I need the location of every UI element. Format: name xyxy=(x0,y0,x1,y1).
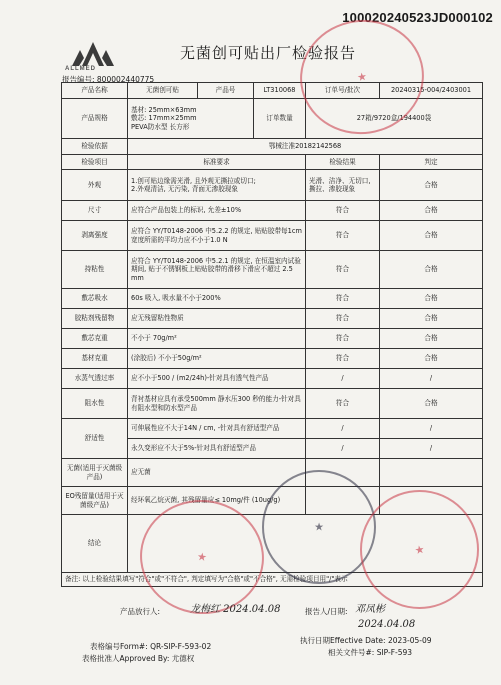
spec-line: 基材: 25mm×63mm xyxy=(131,106,197,115)
row-item: 持粘性 xyxy=(62,251,128,289)
order-value: 20240315-004/2403001 xyxy=(380,83,483,99)
spec-line: PEVA防水型 长方形 xyxy=(131,122,190,131)
row-standard: 1.创可贴边缘需光滑, 且外观无撕拉或切口; 2.外观清洁, 无污染, 背面无渗胶现象 xyxy=(128,170,306,201)
row-result: 符合 xyxy=(306,309,380,329)
row-item: 无菌(适用于灭菌级产品) xyxy=(62,459,128,487)
seal-text: ★ xyxy=(196,550,208,564)
row-standard: 60s 吸入, 吸水量不小于200% xyxy=(128,289,306,309)
reporter-date: 2024.04.08 xyxy=(358,619,416,630)
row-judgment: 合格 xyxy=(380,289,483,309)
form-approver: 表格批准人Approved By: 尤德权 xyxy=(82,654,195,663)
effective-date: 执行日期Effective Date: 2023-05-09 xyxy=(300,636,432,645)
col-item: 检验项目 xyxy=(62,155,128,170)
conclusion-value xyxy=(128,515,483,573)
row-item: 舒适性 xyxy=(62,419,128,459)
row-judgment: / xyxy=(380,419,483,439)
product-name: 无菌创可贴 xyxy=(128,83,198,99)
row-item: 剥离强度 xyxy=(62,221,128,251)
seal-text: ★ xyxy=(356,69,368,85)
row-item: 胶粘剂残留物 xyxy=(62,309,128,329)
report-number: 报告编号: 800002440775 xyxy=(62,75,155,84)
row-judgment: 合格 xyxy=(380,349,483,369)
reporter-label: 报告人/日期: xyxy=(305,607,348,616)
row-item: 水蒸气透过率 xyxy=(62,369,128,389)
row-standard: 应无菌 xyxy=(128,459,306,487)
seal-text: ★ xyxy=(314,520,324,534)
row-item: 阻水性 xyxy=(62,389,128,419)
row-judgment: 合格 xyxy=(380,389,483,419)
row-item: 基材克重 xyxy=(62,349,128,369)
row-result xyxy=(306,487,380,515)
row-item: EO残留量(适用于灭菌级产品) xyxy=(62,487,128,515)
basis-value: 鄂械注准20182142568 xyxy=(128,139,483,155)
row-standard: 应符合产品包装上的标识, 允差±10% xyxy=(128,201,306,221)
row-judgment: 合格 xyxy=(380,329,483,349)
row-judgment xyxy=(380,487,483,515)
row-judgment: / xyxy=(380,369,483,389)
note: 备注: 以上检验结果填写"符合"或"不符合", 判定填写为"合格"或"不合格", 无需检验项目用"/"表示 xyxy=(62,573,483,587)
col-result: 检验结果 xyxy=(306,155,380,170)
row-judgment: 合格 xyxy=(380,309,483,329)
row-standard: 应符合 YY/T0148-2006 中5.2.1 的规定, 在恒温室内试验期间, 贴于不锈钢板上贴贴胶带的滑移下滑应不超过 2.5 mm xyxy=(128,251,306,289)
inspection-table xyxy=(61,82,483,587)
seal-text: ★ xyxy=(413,542,426,557)
product-name-label: 产品名称 xyxy=(62,83,128,99)
row-result: 符合 xyxy=(306,389,380,419)
col-judgment: 判定 xyxy=(380,155,483,170)
row-item: 结论 xyxy=(62,515,128,573)
producer-label: 产品放行人: xyxy=(120,607,161,616)
document-code: 100020240523JD000102 xyxy=(342,10,493,25)
row-standard: 应无残留粘性物质 xyxy=(128,309,306,329)
qty-label: 订单数量 xyxy=(254,99,306,139)
producer-signature: 龙梅红 2024.04.08 xyxy=(190,604,281,615)
row-judgment: 合格 xyxy=(380,170,483,201)
row-result: 符合 xyxy=(306,221,380,251)
order-label: 订单号/批次 xyxy=(306,83,380,99)
spec-value xyxy=(128,99,254,139)
row-result: 符合 xyxy=(306,201,380,221)
row-standard: 应不小于500 / (m2/24h)-针对具有透气性产品 xyxy=(128,369,306,389)
row-judgment: / xyxy=(380,439,483,459)
row-judgment: 合格 xyxy=(380,251,483,289)
form-number: 表格编号Form#: QR-SIP-F-593-02 xyxy=(90,642,212,651)
brand-name: ALLMED xyxy=(65,66,96,72)
spec-line: 敷芯: 17mm×25mm xyxy=(131,114,197,123)
row-item: 敷芯克重 xyxy=(62,329,128,349)
row-standard: 经环氧乙烷灭菌, 其残留量应≤ 10mg/件 (10ug/g) xyxy=(128,487,306,515)
row-result: 符合 xyxy=(306,349,380,369)
row-judgment: 合格 xyxy=(380,201,483,221)
row-item: 外观 xyxy=(62,170,128,201)
row-standard: 背衬基材应具有承受500mm 静水压300 秒的能力-针对具有阻水型和防水型产品 xyxy=(128,389,306,419)
basis-label: 检验依据 xyxy=(62,139,128,155)
row-standard: (涂胶后) 不小于50g/m² xyxy=(128,349,306,369)
spec-label: 产品规格 xyxy=(62,99,128,139)
row-item: 尺寸 xyxy=(62,201,128,221)
qty-value: 27箱/9720盒/194400袋 xyxy=(306,99,483,139)
row-result: 符合 xyxy=(306,251,380,289)
row-judgment xyxy=(380,459,483,487)
row-result xyxy=(306,459,380,487)
row-result: / xyxy=(306,419,380,439)
col-standard: 标准要求 xyxy=(128,155,306,170)
allmed-logo xyxy=(68,36,118,70)
row-result: 符合 xyxy=(306,289,380,309)
row-result: / xyxy=(306,369,380,389)
report-title: 无菌创可贴出厂检验报告 xyxy=(180,44,357,62)
row-standard: 永久变形应不大于5%-针对具有舒适型产品 xyxy=(128,439,306,459)
row-standard: 可伸展性应不大于14N / cm, -针对具有舒适型产品 xyxy=(128,419,306,439)
reporter-signature: 邓凤彬 xyxy=(355,604,385,615)
product-no: LT310068 xyxy=(254,83,306,99)
row-result: 光滑、洁净、无切口, 撕拉、渗胶现象 xyxy=(306,170,380,201)
row-item: 敷芯吸水 xyxy=(62,289,128,309)
row-result: / xyxy=(306,439,380,459)
row-standard: 应符合 YY/T0148-2006 中5.2.2 的规定, 贴贴胶带每1cm 宽度所需的平均力应不小于1.0 N xyxy=(128,221,306,251)
product-no-label: 产品号 xyxy=(198,83,254,99)
row-judgment: 合格 xyxy=(380,221,483,251)
related-document: 相关文件号#: SIP-F-593 xyxy=(328,648,413,657)
row-result: 符合 xyxy=(306,329,380,349)
row-standard: 不小于 70g/m² xyxy=(128,329,306,349)
